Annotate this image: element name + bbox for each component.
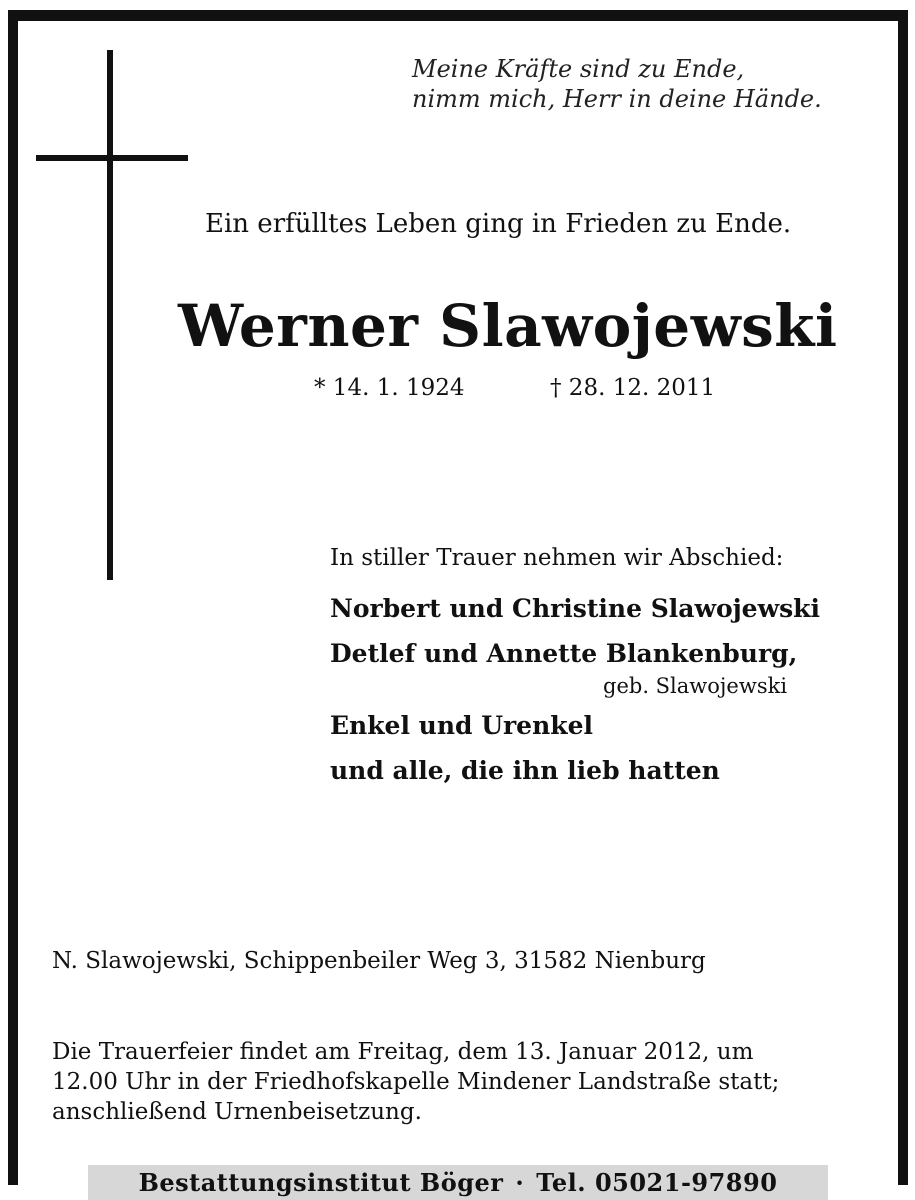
deceased-name: Werner Slawojewski (178, 292, 838, 360)
family-address: N. Slawojewski, Schippenbeiler Weg 3, 31582 Nienburg (52, 948, 706, 974)
ceremony-info (52, 1037, 862, 1127)
birth-date: * 14. 1. 1924 (314, 375, 465, 401)
death-date: † 28. 12. 2011 (550, 375, 716, 401)
funeral-home-banner (88, 1165, 828, 1200)
mourner-line-3: Enkel und Urenkel (330, 711, 593, 740)
verse-line-1: Meine Kräfte sind zu Ende, (412, 55, 745, 83)
ceremony-line-1: Die Trauerfeier findet am Freitag, dem 13. Januar 2012, um (52, 1039, 754, 1065)
funeral-home-name: Bestattungsinstitut Böger (138, 1168, 504, 1197)
cross-icon (107, 50, 113, 580)
ceremony-line-3: anschließend Urnenbeisetzung. (52, 1099, 422, 1125)
cross-crossbar (36, 155, 188, 161)
intro-sentence: Ein erfülltes Leben ging in Frieden zu Ende. (205, 209, 792, 239)
mourner-line-4: und alle, die ihn lieb hatten (330, 756, 720, 785)
verse-line-2: nimm mich, Herr in deine Hände. (412, 85, 822, 113)
ceremony-line-2: 12.00 Uhr in der Friedhofskapelle Mindener Landstraße statt; (52, 1069, 780, 1095)
funeral-home-phone: Tel. 05021-97890 (536, 1168, 778, 1197)
mourner-line-2-note: geb. Slawojewski (603, 674, 788, 698)
verse-quote (412, 54, 822, 114)
mourner-line-2: Detlef und Annette Blankenburg, (330, 639, 798, 668)
mourner-line-1: Norbert und Christine Slawojewski (330, 594, 821, 623)
footer-separator: · (515, 1168, 525, 1197)
mourners-intro: In stiller Trauer nehmen wir Abschied: (330, 545, 784, 571)
